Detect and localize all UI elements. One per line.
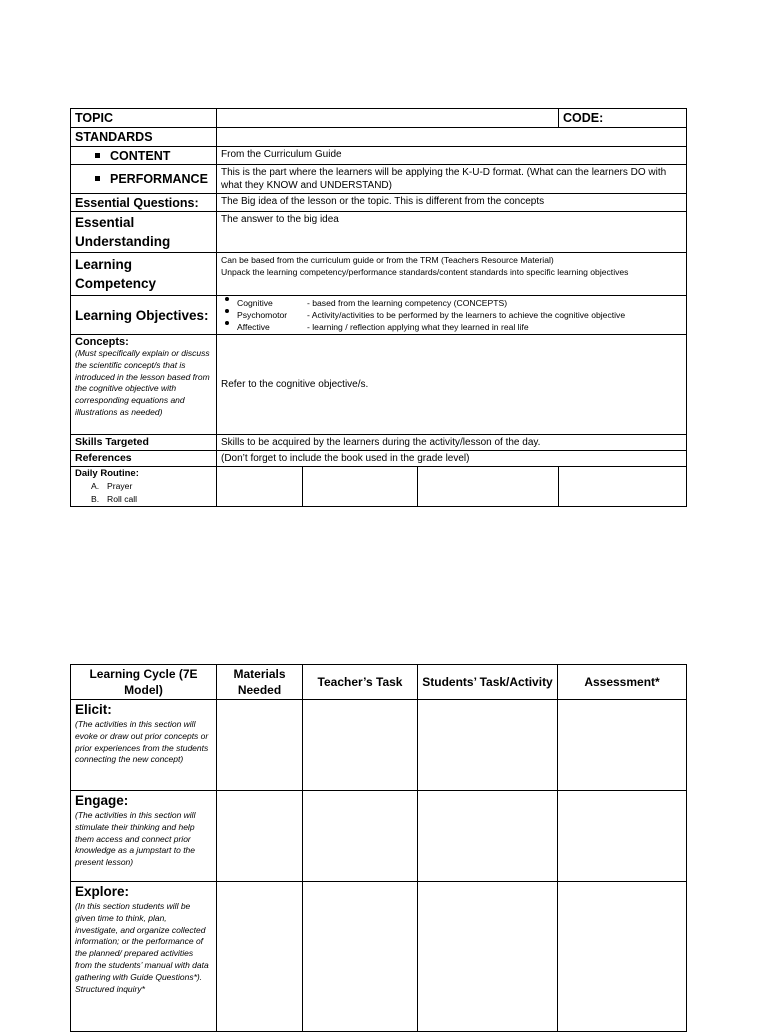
objective-item xyxy=(221,309,682,321)
phase-elicit xyxy=(71,700,217,791)
concepts-label-cell xyxy=(71,335,217,435)
skills-targeted-label: Skills Targeted xyxy=(71,435,217,451)
objective-desc: - Activity/activities to be performed by the learners to achieve the cognitive objective xyxy=(307,310,626,320)
code-label: CODE: xyxy=(559,109,687,128)
performance-label: PERFORMANCE xyxy=(110,172,208,186)
routine-item xyxy=(75,480,212,493)
objective-name: Affective xyxy=(237,322,270,332)
objective-name: Psychomotor xyxy=(237,310,288,320)
phase-name: Explore: xyxy=(75,884,130,899)
materials-cell[interactable] xyxy=(217,882,303,1032)
references-label: References xyxy=(71,451,217,467)
essential-questions-text: The Big idea of the lesson or the topic. This is different from the concepts xyxy=(217,194,687,212)
learning-competency-cell xyxy=(217,253,687,296)
header-assessment: Assessment* xyxy=(558,665,687,700)
phase-explore xyxy=(71,882,217,1032)
routine-text: Roll call xyxy=(107,493,138,504)
essential-understanding-label: Essential Understanding xyxy=(71,212,217,253)
concepts-label: Concepts: xyxy=(75,336,129,348)
materials-cell[interactable] xyxy=(217,700,303,791)
objective-desc: - learning / reflection applying what they learned in real life xyxy=(307,322,529,332)
phase-engage xyxy=(71,791,217,882)
performance-row-label xyxy=(71,165,217,194)
learning-competency-label: Learning Competency xyxy=(71,253,217,296)
learning-objectives-label: Learning Objectives: xyxy=(71,296,217,335)
square-bullet-icon xyxy=(95,176,100,181)
topic-label: TOPIC xyxy=(71,109,217,128)
lesson-info-table xyxy=(70,108,687,507)
daily-routine-cell xyxy=(71,467,217,507)
concepts-text: Refer to the cognitive objective/s. xyxy=(217,335,687,435)
content-text: From the Curriculum Guide xyxy=(217,147,687,165)
square-bullet-icon xyxy=(95,153,100,158)
objective-item xyxy=(221,297,682,309)
learning-competency-line-1: Can be based from the curriculum guide or from the TRM (Teachers Resource Material) xyxy=(221,255,554,265)
routine-cell[interactable] xyxy=(217,467,303,507)
bullet-icon xyxy=(225,297,229,301)
performance-text: This is the part where the learners will be applying the K-U-D format. (What can the learners DO with what they KNOW and UNDERSTAND) xyxy=(217,165,687,194)
students-task-cell[interactable] xyxy=(418,791,558,882)
learning-competency-line-2: Unpack the learning competency/performance standards/content standards into specific learning objectives xyxy=(221,267,629,277)
header-learning-cycle: Learning Cycle (7E Model) xyxy=(71,665,217,700)
learning-objectives-cell xyxy=(217,296,687,335)
routine-item xyxy=(75,493,212,506)
standards-label: STANDARDS xyxy=(71,128,217,147)
content-row-label xyxy=(71,147,217,165)
bullet-icon xyxy=(225,309,229,313)
teachers-task-cell[interactable] xyxy=(303,791,418,882)
concepts-note: (Must specifically explain or discuss the scientific concept/s that is introduced in the lesson based from the cognitive objective with corresponding equations and illustrations as needed) xyxy=(75,348,210,417)
assessment-cell[interactable] xyxy=(558,700,687,791)
topic-value-cell[interactable] xyxy=(217,109,559,128)
teachers-task-cell[interactable] xyxy=(303,882,418,1032)
students-task-cell[interactable] xyxy=(418,700,558,791)
header-materials: Materials Needed xyxy=(217,665,303,700)
routine-cell[interactable] xyxy=(418,467,559,507)
assessment-cell[interactable] xyxy=(558,882,687,1032)
essential-questions-label: Essential Questions: xyxy=(71,194,217,212)
assessment-cell[interactable] xyxy=(558,791,687,882)
learning-cycle-table xyxy=(70,664,687,1032)
phase-note: (In this section students will be given time to think, plan, investigate, and organize collected information; or the performance of the planned/ prepared activities from the students’ manual with data gathering with Guide Questions*). Structured inquiry* xyxy=(75,901,209,994)
phase-note: (The activities in this section will evoke or draw out prior concepts or prior experiences from the students connecting the new concept) xyxy=(75,719,209,765)
objective-name: Cognitive xyxy=(237,298,273,308)
routine-cell[interactable] xyxy=(303,467,418,507)
objective-item xyxy=(221,321,682,333)
standards-value-cell[interactable] xyxy=(217,128,687,147)
materials-cell[interactable] xyxy=(217,791,303,882)
routine-marker: B. xyxy=(91,493,100,504)
content-label: CONTENT xyxy=(110,148,171,163)
skills-targeted-text: Skills to be acquired by the learners during the activity/lesson of the day. xyxy=(217,435,687,451)
phase-note: (The activities in this section will stimulate their thinking and help them access and connect prior knowledge as a jumpstart to the present lesson) xyxy=(75,810,196,868)
daily-routine-label: Daily Routine: xyxy=(75,468,139,479)
routine-marker: A. xyxy=(91,481,100,491)
bullet-icon xyxy=(225,321,229,325)
header-students-task: Students’ Task/Activity xyxy=(418,665,558,700)
students-task-cell[interactable] xyxy=(418,882,558,1032)
routine-text: Prayer xyxy=(107,481,133,491)
references-text: (Don’t forget to include the book used in the grade level) xyxy=(217,451,687,467)
teachers-task-cell[interactable] xyxy=(303,700,418,791)
essential-understanding-text: The answer to the big idea xyxy=(217,212,687,253)
routine-cell[interactable] xyxy=(559,467,687,507)
header-teachers-task: Teacher’s Task xyxy=(303,665,418,700)
phase-name: Engage: xyxy=(75,793,129,808)
phase-name: Elicit: xyxy=(75,702,112,717)
objective-desc: - based from the learning competency (CONCEPTS) xyxy=(307,298,508,308)
